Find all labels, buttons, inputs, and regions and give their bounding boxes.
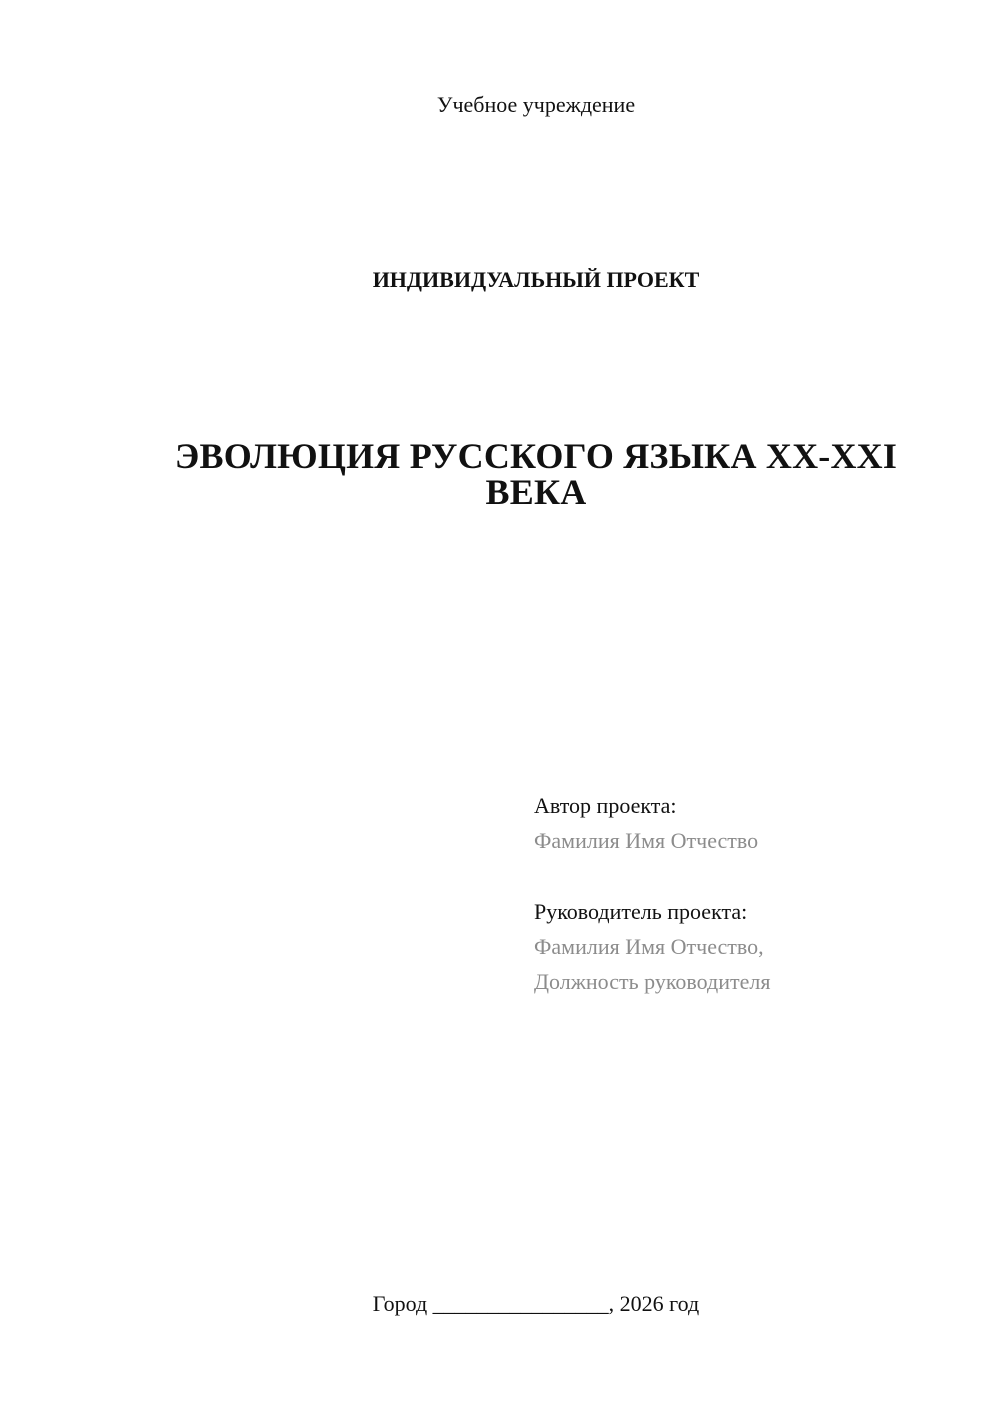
author-label: Автор проекта: bbox=[534, 793, 677, 818]
institution-name: Учебное учреждение bbox=[436, 92, 636, 117]
authors-block bbox=[534, 788, 770, 999]
supervisor-position: Должность руководителя bbox=[534, 969, 771, 994]
city-year-footer: Город ________________, 2026 год bbox=[372, 1291, 700, 1316]
project-type-heading: ИНДИВИДУАЛЬНЫЙ ПРОЕКТ bbox=[372, 267, 700, 292]
project-title: ЭВОЛЮЦИЯ РУССКОГО ЯЗЫКА XX-XXI ВЕКА bbox=[174, 436, 898, 512]
author-name: Фамилия Имя Отчество bbox=[534, 828, 759, 853]
supervisor-name: Фамилия Имя Отчество, bbox=[534, 934, 764, 959]
supervisor-label: Руководитель проекта: bbox=[534, 899, 748, 924]
spacer bbox=[534, 858, 770, 894]
